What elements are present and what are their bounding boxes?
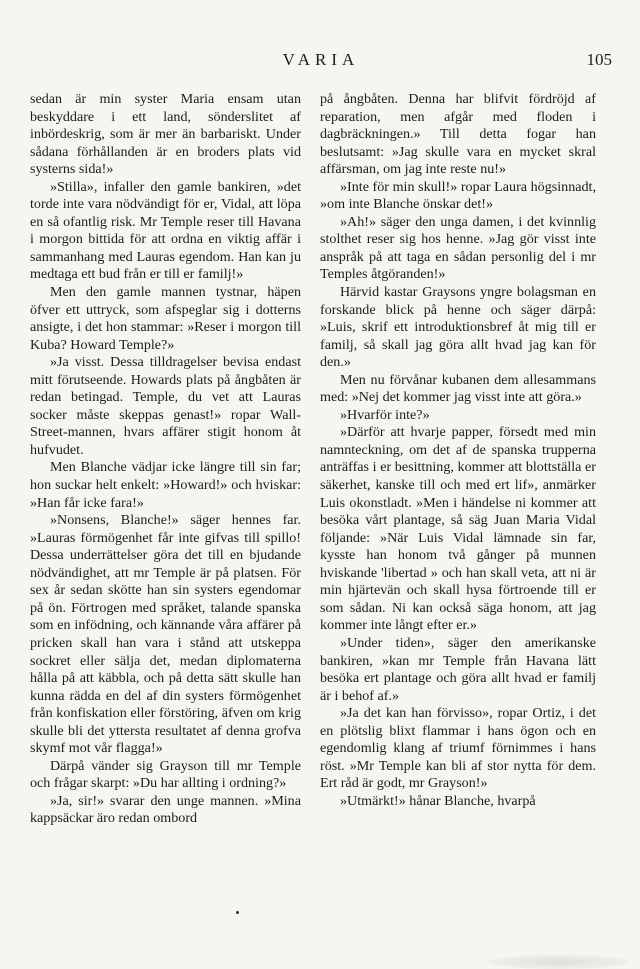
paragraph: »Utmärkt!» hånar Blanche, hvarpå (340, 792, 536, 809)
paragraph: Men Blanche vädjar icke längre till sin far; hon suckar helt enkelt: »Howard!» och hviskar: »Han får icke fara!» (30, 459, 301, 511)
paragraph: »Hvarför inte?» (340, 406, 430, 423)
paragraph: »Därför att hvarje papper, försedt med min namnteckning, om det af de spanska trupperna anträffas i er besittning, kommer att blottställa er säkerhet, kanske till och med ert lif», anmärker Luis okonstladt. »Men i händelse ni kommer att besöka vårt plantage, så säg Juan Maria Vidal följande: »När Luis Vidal lämnade sin far, kysste han honom två gånger på munnen hviskande 'libertad » och han skall veta, att ni är min hjärtevän och skall hysa förtroende till er som sådan. Ni kan också säga honom, att jag kommer inte långt efter er.» (320, 424, 596, 634)
page-number: 105 (586, 50, 612, 69)
running-title: VARIA (282, 50, 360, 69)
paragraph: »Ja det kan han förvisso», ropar Ortiz, i det en plötslig blixt flammar i hans ögon och en egendomlig klang af triumf förnimmes i hans röst. »Mr Temple kan bli af stor nytta för dem. Ert råd är godt, mr Grayson!» (320, 705, 596, 792)
paragraph: »Stilla», infaller den gamle bankiren, »det torde inte vara nödvändigt för er, Vidal, att löpa en så ofantlig risk. Mr Temple reser till Havana i morgon bittida för att ordna en viktig affär i sammanhang med Lauras egendom. Han kan ju medtaga ett bud från er till er familj!» (30, 178, 301, 283)
paragraph: »Under tiden», säger den amerikanske bankiren, »kan mr Temple från Havana lätt besöka ert plantage och göra allt hvad er familj är i behof af.» (320, 634, 596, 704)
print-speck (236, 911, 239, 914)
paragraph: Men den gamle mannen tystnar, häpen öfver ett uttryck, som afspeglar sig i dotterns ansigte, i det hon stammar: »Reser i morgon till Kuba? Howard Temple?» (30, 284, 301, 353)
paragraph: »Ja, sir!» svarar den unge mannen. »Mina kappsäckar äro redan ombord (30, 792, 301, 827)
paragraph: sedan är min syster Maria ensam utan beskyddare i ett land, sönderslitet af inbördeskrig, som är mer än barbariskt. Under sådana förhållanden är en broders plats vid systerns sida!» (30, 91, 301, 178)
paragraph: på ångbåten. Denna har blifvit fördröjd af reparation, men afgår med floden i dagbräckningen.» Till detta fogar han beslutsamt: »Jag skulle vara en mycket skral affärsman, om jag inte reste nu!» (320, 91, 596, 178)
paragraph: »Ah!» säger den unga damen, i det kvinnlig stolthet reser sig hos henne. »Jag gör visst inte anspråk på att taga en sådan personlig del i mr Temples åtgöranden!» (320, 213, 596, 283)
scan-smudge (488, 955, 628, 969)
paragraph: »Inte för min skull!» ropar Laura högsinnadt, »om inte Blanche önskar det!» (320, 178, 596, 213)
paragraph: Härvid kastar Graysons yngre bolagsman en forskande blick på henne och säger därpå: »Luis, skrif ett introduktionsbref åt mig till er familj, så skall jag göra allt hvad jag kan för den.» (320, 284, 596, 371)
paragraph: »Nonsens, Blanche!» säger hennes far. »Lauras förmögenhet får inte gifvas till spillo! Dessa underrättelser göra det till en bjudande nödvändighet, att mr Temple är på platsen. För sex år sedan skötte han sin systers egendomar på ön. Förtrogen med språket, talande spanska som en infödning, och kännande våra affärer på pricken skall han vara i stånd att utskeppa sockret eller sälja det, medan diplomaterna hålla på att käbbla, och på detta sätt skulle han kunna rädda en del af din systers förmögenhet från konfiskation eller förstöring, äfven om krig skulle bli det yttersta resultatet af denna grofva skymf mot vår flagga!» (30, 512, 301, 757)
left-column (30, 91, 301, 828)
paragraph: Därpå vänder sig Grayson till mr Temple och frågar skarpt: »Du har allting i ordning?» (30, 757, 301, 792)
paragraph: »Ja visst. Dessa tilldragelser bevisa endast mitt förutseende. Howards plats på ångbåten är redan betingad. Temple, du vet att Lauras socker måste skeppas genast!» ropar Wall-Street-mannen, hvars affärer stigit honom åt hufvudet. (30, 354, 301, 458)
page-header (30, 50, 612, 78)
right-column (320, 91, 596, 810)
paragraph: Men nu förvånar kubanen dem allesammans med: »Nej det kommer jag visst inte att göra.» (320, 371, 596, 406)
